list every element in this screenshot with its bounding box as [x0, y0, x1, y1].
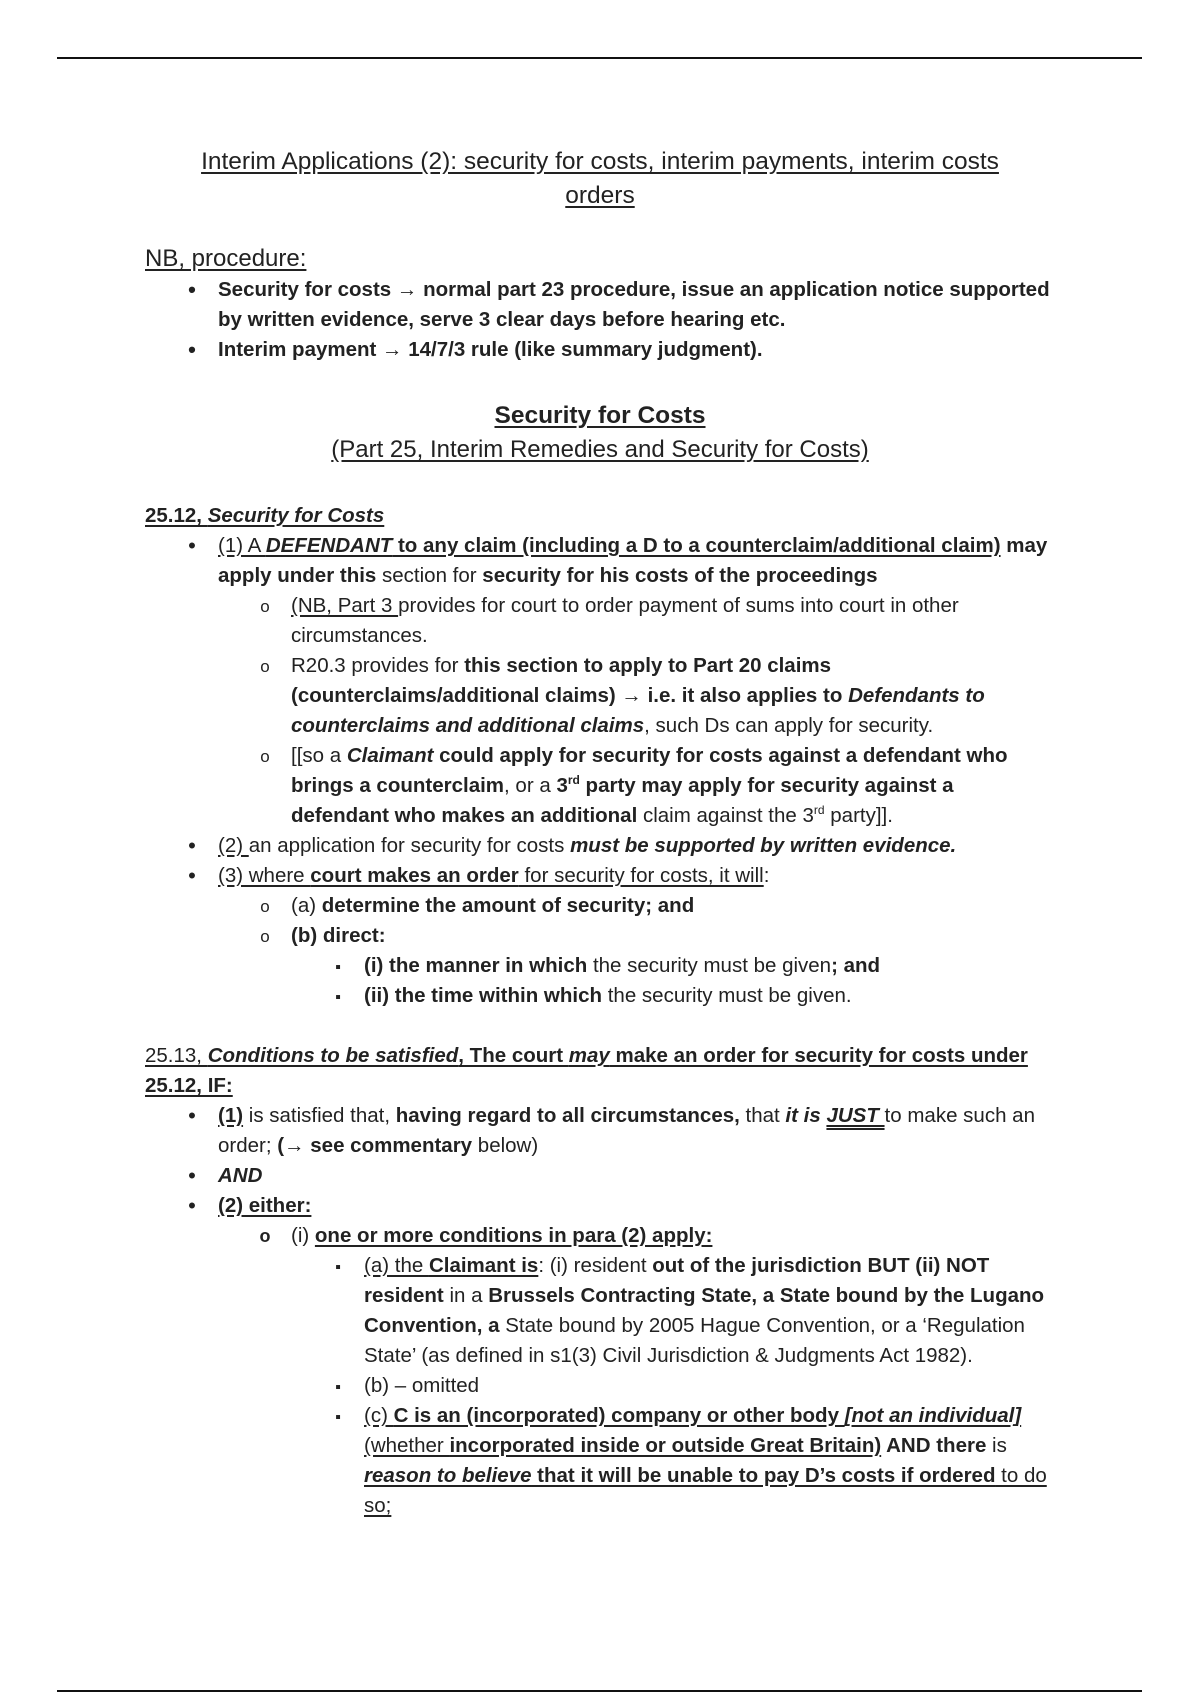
list-item: • Security for costs → normal part 23 procedure, issue an application notice supported by written evidence, serve 3 clear days before hearing etc.: [145, 275, 1055, 335]
header-rule: [57, 57, 1142, 59]
arrow-icon: →: [284, 1134, 305, 1157]
list-item: ▪ (i) the manner in which the security must be given; and: [291, 951, 1055, 981]
sub-list: [218, 891, 1055, 1011]
bullet-icon: [255, 591, 275, 622]
bullet-icon: [255, 741, 275, 772]
bullet-icon: [182, 275, 202, 306]
bullet-icon: [182, 335, 202, 366]
sub-sub-list: [291, 951, 1055, 1011]
bullet-icon: [328, 981, 348, 1013]
document-title: [145, 145, 1055, 213]
list-item: o (NB, Part 3 provides for court to order payment of sums into court in other circumstances.: [218, 591, 1055, 651]
section-title: Security for Costs: [494, 402, 706, 429]
list-item: ▪ (c) C is an (incorporated) company or other body [not an individual] (whether incorporated inside or outside Great Britain) AND there is reason to believe that it will be unable to pay D’s costs if ordered to do so;: [291, 1401, 1055, 1521]
bullet-icon: [328, 1401, 348, 1433]
rule-25-12-heading: 25.12, Security for Costs: [145, 504, 385, 527]
list-item: ▪ (ii) the time within which the security must be given.: [291, 981, 1055, 1011]
list-item: o R20.3 provides for this section to apply to Part 20 claims (counterclaims/additional claims) → i.e. it also applies to Defendants to counterclaims and additional claims, such Ds can apply for security.: [218, 651, 1055, 741]
list-item: • (2) either: o (i) one or more conditions in para (2) apply: ▪ (a) the Claimant is: (i) resident out of the jurisdiction BUT (ii) NOT resident in a Brussels Contracting State, a State bound by the Lugano Convention, a State bound by 2005 Hague Convention, or a ‘Regulation State’ (as defined in s1(3) Civil Jurisdiction & Judgments Act 1982). ▪ (b) – omitted ▪ (c) C is an (incorporated) company or other body [not an individual] (whether incorporated inside or outside Great Britain) AND there is reason to believe that it will be unable to pay D’s costs if ordered to do so;: [145, 1191, 1055, 1521]
title-line-2: orders: [565, 182, 635, 209]
bullet-icon: [255, 891, 275, 922]
list-item: o (b) direct: ▪ (i) the manner in which the security must be given; and ▪ (ii) the time within which the security must be given.: [218, 921, 1055, 1011]
arrow-icon: →: [382, 338, 403, 361]
section-heading: [145, 399, 1055, 467]
bullet-icon: [182, 1191, 202, 1222]
list-item: o (i) one or more conditions in para (2) apply: ▪ (a) the Claimant is: (i) resident out of the jurisdiction BUT (ii) NOT resident in a Brussels Contracting State, a State bound by the Lugano Convention, a State bound by 2005 Hague Convention, or a ‘Regulation State’ (as defined in s1(3) Civil Jurisdiction & Judgments Act 1982). ▪ (b) – omitted ▪ (c) C is an (incorporated) company or other body [not an individual] (whether incorporated inside or outside Great Britain) AND there is reason to believe that it will be unable to pay D’s costs if ordered to do so;: [218, 1221, 1055, 1521]
sub-list: [218, 1221, 1055, 1521]
bullet-icon: [182, 1161, 202, 1192]
rule-25-13-list: [145, 1101, 1055, 1521]
bullet-icon: [182, 1101, 202, 1132]
nb-heading-text: NB, procedure:: [145, 245, 307, 272]
bullet-icon: [328, 1371, 348, 1403]
list-item: • (2) an application for security for costs must be supported by written evidence.: [145, 831, 1055, 861]
arrow-icon: →: [396, 278, 418, 301]
section-subtitle: (Part 25, Interim Remedies and Security for Costs): [331, 436, 869, 463]
bullet-icon: [328, 1251, 348, 1283]
list-item: ▪ (a) the Claimant is: (i) resident out of the jurisdiction BUT (ii) NOT resident in a Brussels Contracting State, a State bound by the Lugano Convention, a State bound by 2005 Hague Convention, or a ‘Regulation State’ (as defined in s1(3) Civil Jurisdiction & Judgments Act 1982).: [291, 1251, 1055, 1371]
rule-25-13-heading: 25.13, Conditions to be satisfied, The court may make an order for security for costs under 25.12, IF:: [145, 1044, 1028, 1097]
bullet-icon: [255, 1221, 275, 1251]
bullet-icon: [182, 861, 202, 892]
rule-25-12-list: [145, 531, 1055, 1011]
list-item: • Interim payment → 14/7/3 rule (like summary judgment).: [145, 335, 1055, 365]
list-item: o (a) determine the amount of security; and: [218, 891, 1055, 921]
nb-procedure-list: [145, 275, 1055, 365]
footer-rule: [57, 1690, 1142, 1692]
bullet-icon: [328, 951, 348, 983]
list-item: ▪ (b) – omitted: [291, 1371, 1055, 1401]
list-item: • (3) where court makes an order for security for costs, it will: o (a) determine the amount of security; and o (b) direct: ▪ (i) the manner in which the security must be given; and ▪ (ii) the time within which the security must be given.: [145, 861, 1055, 1011]
bullet-icon: [255, 651, 275, 682]
bullet-icon: [182, 831, 202, 862]
list-item: o [[so a Claimant could apply for security for costs against a defendant who brings a counterclaim, or a 3rd party may apply for security against a defendant who makes an additional claim against the 3rd party]].: [218, 741, 1055, 831]
list-item: • (1) is satisfied that, having regard to all circumstances, that it is JUST to make such an order; (→ see commentary below): [145, 1101, 1055, 1161]
list-item: • AND: [145, 1161, 1055, 1191]
sub-list: [218, 591, 1055, 831]
document-body: [145, 145, 1055, 1521]
bullet-icon: [255, 921, 275, 952]
nb-procedure-heading: [145, 243, 1055, 275]
bullet-icon: [182, 531, 202, 562]
list-item: • (1) A DEFENDANT to any claim (including a D to a counterclaim/additional claim) may apply under this section for security for his costs of the proceedings o (NB, Part 3 provides for court to order payment of sums into court in other circumstances. o R20.3 provides for this section to apply to Part 20 claims (counterclaims/additional claims) → i.e. it also applies to Defendants to counterclaims and additional claims, such Ds can apply for security. o [[so a Claimant could apply for security for costs against a defendant who brings a counterclaim, or a 3rd party may apply for security against a defendant who makes an additional claim against the 3rd party]].: [145, 531, 1055, 831]
arrow-icon: →: [621, 684, 642, 707]
title-line-1: Interim Applications (2): security for costs, interim payments, interim costs: [201, 148, 999, 175]
sub-sub-list: [291, 1251, 1055, 1521]
